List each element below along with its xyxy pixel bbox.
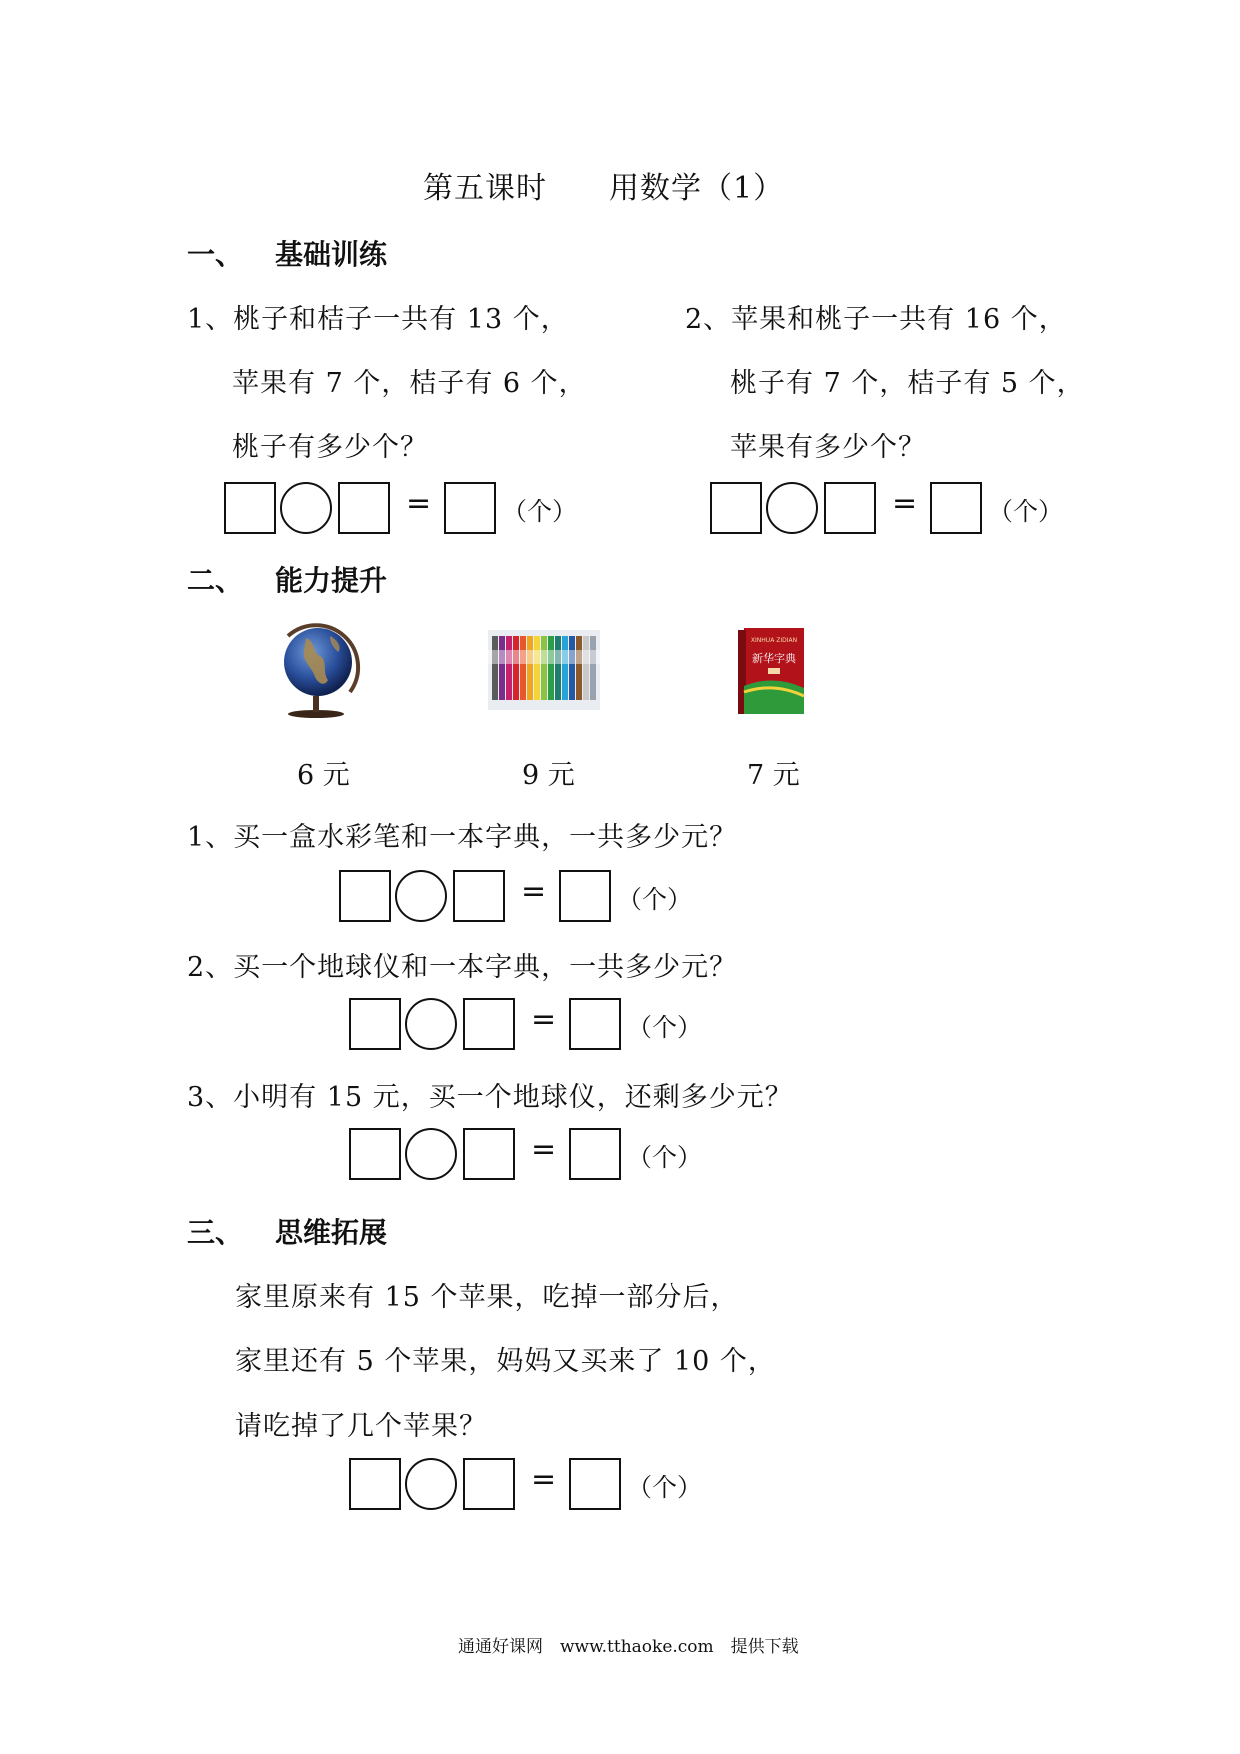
dictionary-cover-subtitle: XINHUA ZIDIAN <box>750 637 798 644</box>
unit-label: （个） <box>627 1143 703 1172</box>
unit-label: （个） <box>627 1473 703 1502</box>
answer-box[interactable] <box>349 998 401 1050</box>
page-title: 第五课时 用数学（1） <box>423 171 785 206</box>
answer-box[interactable] <box>453 870 505 922</box>
dictionary-cover-title: 新华字典 <box>752 652 796 665</box>
answer-box[interactable] <box>339 870 391 922</box>
result-box[interactable] <box>569 1128 621 1180</box>
footer-credit: 通通好课网 www.tthaoke.com 提供下载 <box>458 1637 799 1657</box>
equals-sign: = <box>531 1462 557 1497</box>
price-dictionary: 7 元 <box>747 760 800 791</box>
answer-box[interactable] <box>824 482 876 534</box>
answer-box[interactable] <box>349 1458 401 1510</box>
basic-q2-line3: 苹果有多少个？ <box>730 432 926 463</box>
equation-basic-q1 <box>224 482 584 534</box>
operator-circle[interactable] <box>280 482 332 534</box>
section-title-ability: 能力提升 <box>275 564 388 597</box>
thinking-line1: 家里原来有 15 个苹果，吃掉一部分后， <box>235 1282 739 1313</box>
answer-box[interactable] <box>338 482 390 534</box>
equals-sign: = <box>521 874 547 909</box>
basic-q1-line3: 桃子有多少个？ <box>232 432 428 463</box>
equals-sign: = <box>531 1002 557 1037</box>
result-box[interactable] <box>569 998 621 1050</box>
result-box[interactable] <box>930 482 982 534</box>
equation-basic-q2 <box>710 482 1070 534</box>
result-box[interactable] <box>559 870 611 922</box>
answer-box[interactable] <box>349 1128 401 1180</box>
answer-box[interactable] <box>463 1128 515 1180</box>
operator-circle[interactable] <box>766 482 818 534</box>
equation-ability-q2 <box>349 998 709 1050</box>
unit-label: （个） <box>988 497 1064 526</box>
section-title-thinking: 思维拓展 <box>275 1216 388 1249</box>
equation-thinking <box>349 1458 709 1510</box>
section-number-3: 三、 <box>187 1216 244 1249</box>
answer-box[interactable] <box>224 482 276 534</box>
dictionary-icon <box>738 626 806 716</box>
answer-box[interactable] <box>710 482 762 534</box>
thinking-line2: 家里还有 5 个苹果，妈妈又买来了 10 个， <box>235 1346 776 1377</box>
basic-q1-line1: 1、桃子和桔子一共有 13 个， <box>187 304 569 335</box>
unit-label: （个） <box>617 885 693 914</box>
thinking-line3: 请吃掉了几个苹果？ <box>235 1411 487 1442</box>
equals-sign: = <box>406 486 432 521</box>
operator-circle[interactable] <box>405 1458 457 1510</box>
answer-box[interactable] <box>463 998 515 1050</box>
operator-circle[interactable] <box>405 1128 457 1180</box>
result-box[interactable] <box>444 482 496 534</box>
unit-label: （个） <box>627 1013 703 1042</box>
equals-sign: = <box>892 486 918 521</box>
section-number-1: 一、 <box>187 238 244 271</box>
answer-box[interactable] <box>463 1458 515 1510</box>
ability-q2: 2、买一个地球仪和一本字典，一共多少元？ <box>187 952 738 983</box>
ability-q3: 3、小明有 15 元，买一个地球仪，还剩多少元？ <box>187 1082 793 1113</box>
operator-circle[interactable] <box>405 998 457 1050</box>
section-number-2: 二、 <box>187 564 244 597</box>
price-markers: 9 元 <box>522 760 575 791</box>
globe-icon <box>276 618 362 718</box>
equals-sign: = <box>531 1132 557 1167</box>
basic-q2-line1: 2、苹果和桃子一共有 16 个， <box>685 304 1067 335</box>
section-title-basic-training: 基础训练 <box>275 238 388 271</box>
ability-q1: 1、买一盒水彩笔和一本字典，一共多少元？ <box>187 822 738 853</box>
unit-label: （个） <box>502 497 578 526</box>
price-globe: 6 元 <box>297 760 350 791</box>
markers-icon <box>488 630 600 710</box>
basic-q2-line2: 桃子有 7 个，桔子有 5 个， <box>730 368 1085 399</box>
basic-q1-line2: 苹果有 7 个，桔子有 6 个， <box>232 368 587 399</box>
result-box[interactable] <box>569 1458 621 1510</box>
operator-circle[interactable] <box>395 870 447 922</box>
equation-ability-q1 <box>339 870 699 922</box>
equation-ability-q3 <box>349 1128 709 1180</box>
